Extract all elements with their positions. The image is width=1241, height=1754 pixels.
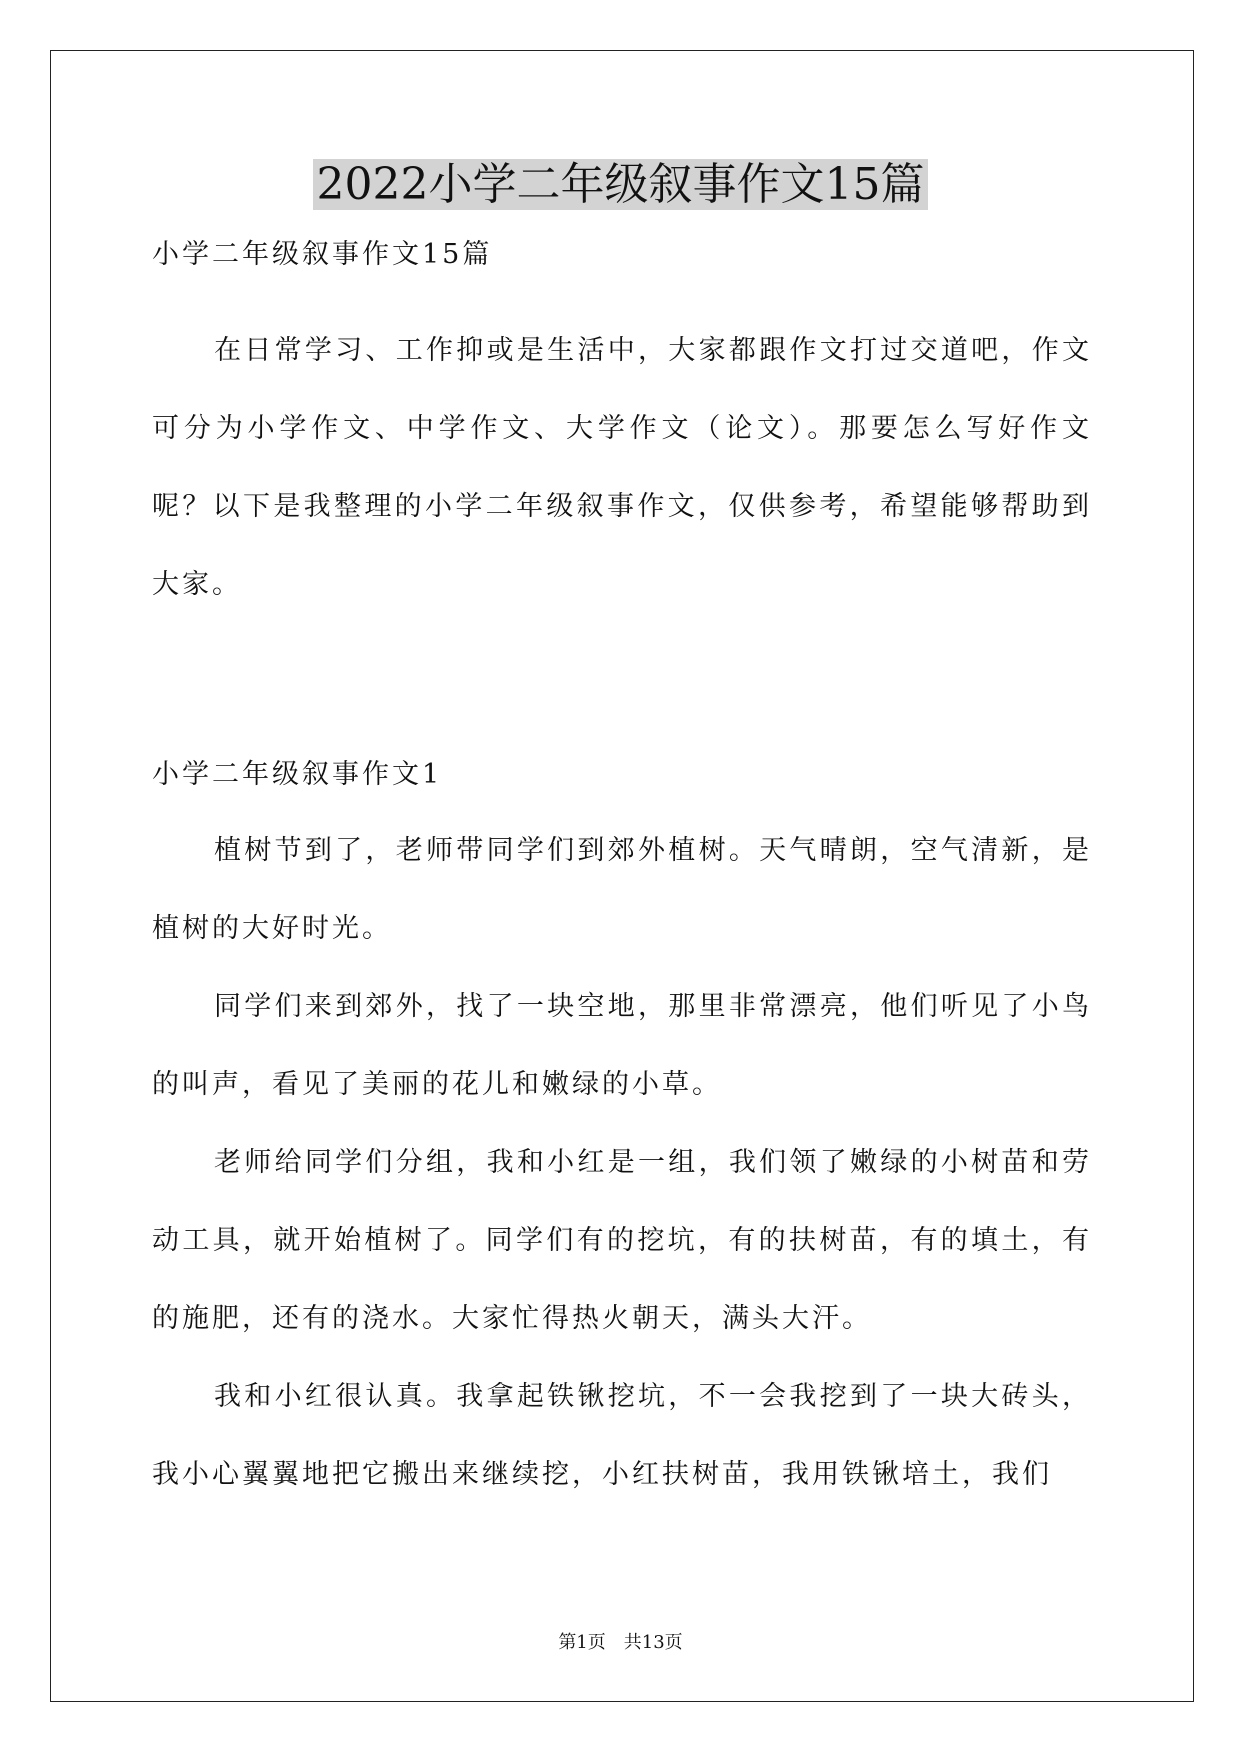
document-subtitle: 小学二年级叙事作文15篇 [152, 239, 493, 270]
body-paragraph-1: 植树节到了，老师带同学们到郊外植树。天气晴朗，空气清新，是植树的大好时光。 [152, 835, 1092, 944]
page-number-footer: 第1页 共13页 [558, 1632, 683, 1653]
body-paragraph-2: 同学们来到郊外，找了一块空地，那里非常漂亮，他们听见了小鸟的叫声，看见了美丽的花儿和嫩绿的小草。 [152, 991, 1092, 1100]
intro-paragraph: 在日常学习、工作抑或是生活中，大家都跟作文打过交道吧，作文可分为小学作文、中学作文、大学作文（论文）。那要怎么写好作文呢？以下是我整理的小学二年级叙事作文，仅供参考，希望能够帮助到大家。 [152, 335, 1092, 600]
body-paragraph-4: 我和小红很认真。我拿起铁锹挖坑，不一会我挖到了一块大砖头，我小心翼翼地把它搬出来继续挖，小红扶树苗，我用铁锹培土，我们 [152, 1381, 1092, 1490]
section-heading: 小学二年级叙事作文1 [152, 759, 443, 790]
document-title-text: 2022小学二年级叙事作文15篇 [313, 159, 929, 210]
body-paragraph-3: 老师给同学们分组，我和小红是一组，我们领了嫩绿的小树苗和劳动工具，就开始植树了。同学们有的挖坑，有的扶树苗，有的填土，有的施肥，还有的浇水。大家忙得热火朝天，满头大汗。 [152, 1147, 1092, 1334]
document-title [0, 155, 1241, 215]
section-body [152, 812, 1092, 1514]
